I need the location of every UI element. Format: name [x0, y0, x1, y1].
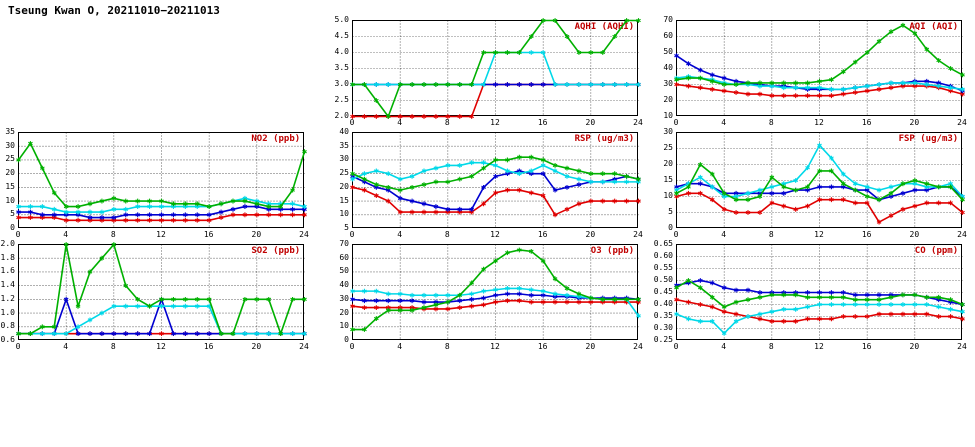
y-tick-label: 10 — [663, 191, 673, 200]
x-tick-label: 4 — [397, 342, 403, 351]
y-tick-label: 5 — [10, 209, 15, 219]
x-tick-label: 24 — [299, 230, 309, 239]
x-tick-label: 16 — [203, 342, 214, 351]
x-tick-label: 24 — [299, 342, 309, 351]
x-tick-label: 20 — [585, 118, 596, 127]
x-tick-label: 16 — [537, 230, 548, 239]
series-line-green — [677, 25, 963, 84]
x-tick-label: 8 — [768, 118, 774, 127]
y-tick-label: 60 — [663, 31, 673, 40]
chart-title: AQI (AQI) — [909, 22, 959, 32]
y-tick-label: 0.60 — [653, 251, 673, 260]
x-tick-label: 12 — [156, 342, 166, 351]
y-tick-label: 0.55 — [653, 263, 673, 272]
x-tick-label: 12 — [490, 230, 500, 239]
x-tick-label: 0 — [673, 230, 679, 239]
x-tick-label: 24 — [633, 342, 643, 351]
y-tick-label: 0.25 — [653, 335, 673, 344]
chart-canvas — [676, 244, 964, 342]
y-tick-label: 20 — [5, 168, 15, 178]
y-tick-label: 40 — [339, 280, 349, 290]
x-tick-label: 16 — [861, 230, 872, 239]
y-tick-label: 10 — [339, 209, 349, 219]
y-tick-label: 40 — [663, 63, 673, 72]
y-tick-label: 70 — [339, 239, 349, 248]
series-marker-green — [302, 149, 306, 154]
y-tick-label: 0.50 — [653, 275, 673, 284]
x-tick-label: 16 — [203, 230, 214, 239]
y-tick-label: 15 — [5, 181, 15, 191]
series-marker-green — [76, 304, 80, 309]
y-tick-label: 0.40 — [653, 299, 673, 308]
x-tick-label: 8 — [444, 118, 450, 127]
x-tick-label: 4 — [397, 118, 403, 127]
chart-canvas — [18, 132, 306, 230]
x-tick-label: 20 — [909, 230, 920, 239]
x-tick-label: 12 — [490, 118, 500, 127]
y-tick-label: 5 — [668, 207, 673, 216]
x-tick-label: 4 — [63, 342, 69, 351]
y-tick-label: 0.6 — [0, 335, 15, 344]
x-tick-label: 8 — [444, 342, 450, 351]
y-tick-label: 0 — [10, 223, 15, 232]
y-tick-label: 40 — [339, 127, 349, 136]
x-tick-label: 0 — [349, 230, 355, 239]
y-tick-label: 30 — [339, 293, 349, 303]
chart-canvas — [352, 20, 640, 118]
chart-title: SO2 (ppb) — [251, 246, 301, 256]
y-tick-label: 30 — [5, 140, 15, 150]
chart-canvas — [676, 20, 964, 118]
x-tick-label: 0 — [349, 342, 355, 351]
y-tick-label: 1.0 — [0, 307, 15, 317]
x-tick-label: 8 — [444, 230, 450, 239]
x-tick-label: 20 — [585, 230, 596, 239]
x-tick-label: 24 — [633, 118, 643, 127]
y-tick-label: 2.0 — [334, 111, 349, 120]
x-tick-label: 20 — [909, 118, 920, 127]
y-tick-label: 2.5 — [334, 95, 349, 104]
chart-canvas — [676, 132, 964, 230]
x-tick-label: 0 — [673, 342, 679, 351]
y-tick-label: 20 — [339, 307, 349, 317]
chart-canvas — [352, 244, 640, 342]
y-tick-label: 10 — [339, 321, 349, 331]
x-tick-label: 0 — [15, 230, 21, 239]
x-tick-label: 16 — [861, 342, 872, 351]
x-tick-label: 4 — [721, 118, 727, 127]
y-tick-label: 1.4 — [0, 280, 15, 290]
x-tick-label: 20 — [585, 342, 596, 351]
y-tick-label: 1.8 — [0, 252, 15, 262]
x-tick-label: 4 — [721, 230, 727, 239]
y-tick-label: 0.30 — [653, 323, 673, 332]
y-tick-label: 15 — [663, 175, 673, 184]
y-tick-label: 20 — [663, 95, 673, 104]
y-tick-label: 5 — [344, 223, 349, 232]
y-tick-label: 60 — [339, 252, 349, 262]
y-tick-label: 1.6 — [0, 266, 15, 276]
chart-title: CO (ppm) — [914, 246, 959, 256]
y-tick-label: 5.0 — [334, 15, 349, 24]
x-tick-label: 24 — [633, 230, 643, 239]
y-tick-label: 3.5 — [334, 63, 349, 72]
y-tick-label: 25 — [663, 143, 673, 152]
y-tick-label: 50 — [663, 47, 673, 56]
y-tick-label: 30 — [663, 79, 673, 88]
chart-title: AQHI (AQHI) — [574, 22, 635, 32]
y-tick-label: 0.35 — [653, 311, 673, 320]
x-tick-label: 0 — [673, 118, 679, 127]
y-tick-label: 0 — [344, 335, 349, 344]
x-tick-label: 24 — [957, 230, 967, 239]
x-tick-label: 0 — [349, 118, 355, 127]
x-tick-label: 4 — [397, 230, 403, 239]
y-tick-label: 3.0 — [334, 79, 349, 88]
x-tick-label: 4 — [721, 342, 727, 351]
y-tick-label: 0.65 — [653, 239, 673, 248]
y-tick-label: 10 — [5, 195, 15, 205]
x-tick-label: 16 — [537, 118, 548, 127]
y-tick-label: 4.0 — [334, 47, 349, 56]
y-tick-label: 30 — [339, 154, 349, 164]
chart-title: RSP (ug/m3) — [574, 134, 635, 144]
x-tick-label: 16 — [537, 342, 548, 351]
x-tick-label: 24 — [957, 342, 967, 351]
x-tick-label: 12 — [814, 342, 824, 351]
x-tick-label: 8 — [110, 342, 116, 351]
y-tick-label: 2.0 — [0, 239, 15, 248]
y-tick-label: 30 — [663, 127, 673, 136]
y-tick-label: 25 — [339, 168, 349, 178]
x-tick-label: 8 — [768, 342, 774, 351]
x-tick-label: 20 — [909, 342, 920, 351]
x-tick-label: 20 — [251, 342, 262, 351]
y-tick-label: 20 — [663, 159, 673, 168]
y-tick-label: 35 — [5, 127, 15, 136]
x-tick-label: 12 — [814, 118, 824, 127]
y-tick-label: 25 — [5, 154, 15, 164]
chart-canvas — [18, 244, 306, 342]
series-marker-blue — [64, 297, 68, 302]
x-tick-label: 16 — [861, 118, 872, 127]
x-tick-label: 24 — [957, 118, 967, 127]
x-tick-label: 8 — [768, 230, 774, 239]
x-tick-label: 20 — [251, 230, 262, 239]
y-tick-label: 15 — [339, 195, 349, 205]
y-tick-label: 10 — [663, 111, 673, 120]
y-tick-label: 0 — [668, 223, 673, 232]
y-tick-label: 0.8 — [0, 321, 15, 331]
x-tick-label: 12 — [814, 230, 824, 239]
y-tick-label: 4.5 — [334, 31, 349, 40]
page-title: Tseung Kwan O, 20211010−20211013 — [8, 4, 220, 17]
chart-title: NO2 (ppb) — [251, 134, 301, 144]
series-marker-green — [64, 242, 68, 247]
x-tick-label: 12 — [490, 342, 500, 351]
chart-canvas — [352, 132, 640, 230]
y-tick-label: 50 — [339, 266, 349, 276]
y-tick-label: 20 — [339, 181, 349, 191]
y-tick-label: 1.2 — [0, 293, 15, 303]
y-tick-label: 70 — [663, 15, 673, 24]
x-tick-label: 12 — [156, 230, 166, 239]
y-tick-label: 0.45 — [653, 287, 673, 296]
chart-title: O3 (ppb) — [590, 246, 635, 256]
x-tick-label: 0 — [15, 342, 21, 351]
x-tick-label: 4 — [63, 230, 69, 239]
y-tick-label: 35 — [339, 140, 349, 150]
x-tick-label: 8 — [110, 230, 116, 239]
chart-title: FSP (ug/m3) — [898, 134, 959, 144]
